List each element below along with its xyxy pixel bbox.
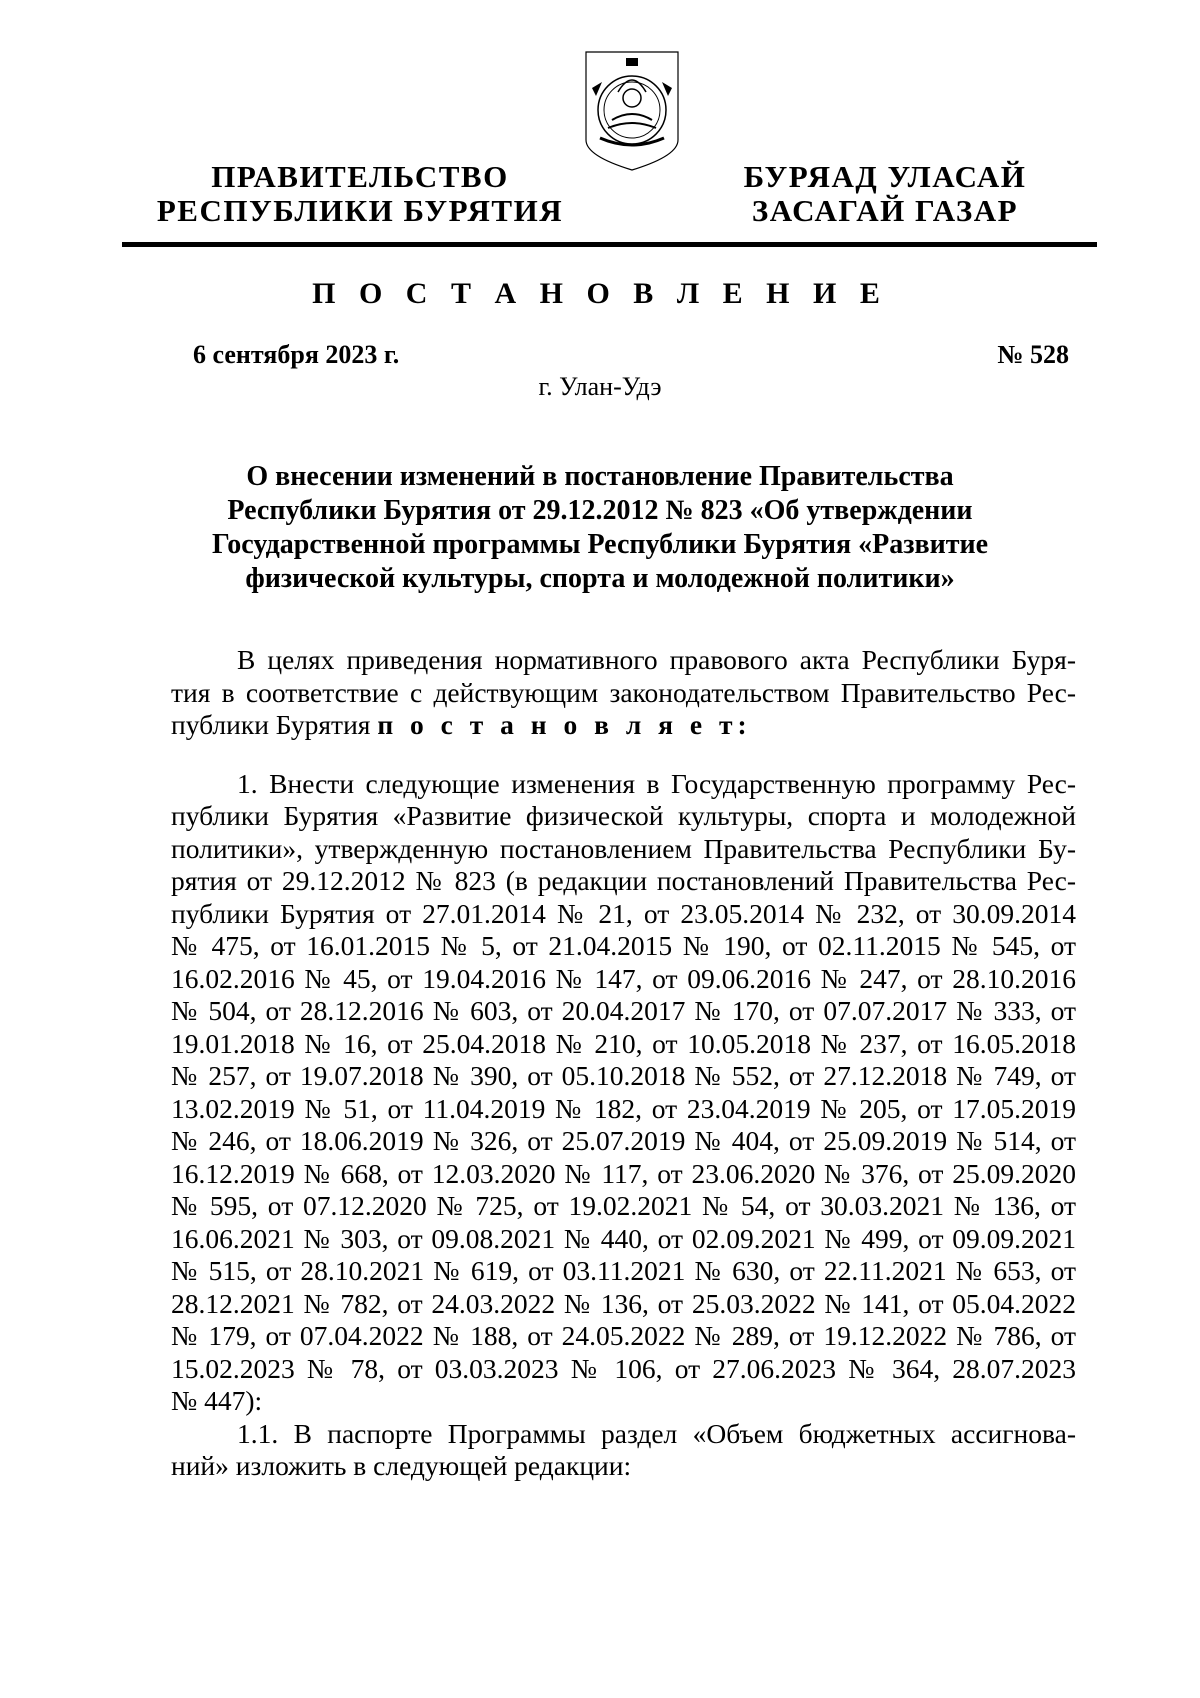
header-left [150,160,570,228]
text-line: ний» изложить в следующей редакции: [171,1450,632,1481]
text-line: № 595, от 07.12.2020 № 725, от 19.02.2021 № 54, от 30.03.2021 № 136, от [171,1190,1076,1221]
text-line: 16.12.2019 № 668, от 12.03.2020 № 117, от 23.06.2020 № 376, от 25.09.2020 [171,1157,1076,1189]
document-type: П О С Т А Н О В Л Е Н И Е [312,277,888,310]
coat-of-arms-icon [582,48,682,174]
text-line: публики Бурятия от 27.01.2014 № 21, от 23.05.2014 № 232, от 30.09.2014 [171,897,1076,929]
text-line: № 515, от 28.10.2021 № 619, от 03.11.2021 № 630, от 22.11.2021 № 653, от [171,1255,1076,1286]
text-line: 28.12.2021 № 782, от 24.03.2022 № 136, от 25.03.2022 № 141, от 05.04.2022 [171,1287,1076,1319]
text-line: рятия от 29.12.2012 № 823 (в редакции постановлений Правительства Рес- [171,865,1076,896]
paragraph-item-1-1 [171,1418,1076,1483]
text-line: 13.02.2019 № 51, от 11.04.2019 № 182, от 23.04.2019 № 205, от 17.05.2019 [171,1092,1076,1124]
resolves-word: п о с т а н о в л я е т: [377,709,752,740]
text-line: В целях приведения нормативного правового акта Республики Буря- [237,644,1076,675]
paragraph-preamble [171,644,1076,742]
document-number: № 528 [997,340,1069,369]
text-line: публики Бурятия «Развитие физической культуры, спорта и молодежной [171,800,1076,831]
title-line: О внесении изменений в постановление Правительства [246,461,954,492]
text-fragment: публики Бурятия [171,709,378,740]
document-date: 6 сентября 2023 г. [193,340,400,369]
document-city: г. Улан-Удэ [538,372,662,401]
text-line: № 504, от 28.12.2016 № 603, от 20.04.2017 № 170, от 07.07.2017 № 333, от [171,995,1076,1026]
text-line: 16.02.2016 № 45, от 19.04.2016 № 147, от 09.06.2016 № 247, от 28.10.2016 [171,962,1076,994]
header-right-line-2: ЗАСАГАЙ ГАЗАР [751,193,1019,228]
text-line: № 179, от 07.04.2022 № 188, от 24.05.2022 № 289, от 19.12.2022 № 786, от [171,1320,1076,1351]
document-title [200,460,1000,596]
text-line: № 246, от 18.06.2019 № 326, от 25.07.2019 № 404, от 25.09.2019 № 514, от [171,1125,1076,1156]
text-line: 19.01.2018 № 16, от 25.04.2018 № 210, от 10.05.2018 № 237, от 16.05.2018 [171,1027,1076,1059]
header-right-line-1: БУРЯАД УЛАСАЙ [743,159,1027,194]
title-line: Республики Бурятия от 29.12.2012 № 823 «Об утверждении [227,495,973,526]
title-line: физической культуры, спорта и молодежной политики» [245,563,955,594]
text-line: 1. Внести следующие изменения в Государственную программу Рес- [237,767,1076,799]
text-line: № 257, от 19.07.2018 № 390, от 05.10.2018 № 552, от 27.12.2018 № 749, от [171,1060,1076,1091]
header-left-line-1: ПРАВИТЕЛЬСТВО [211,159,509,194]
text-line: 15.02.2023 № 78, от 03.03.2023 № 106, от 27.06.2023 № 364, 28.07.2023 [171,1352,1076,1384]
paragraph-item-1 [171,768,1076,1418]
text-line: политики», утвержденную постановлением Правительства Республики Бу- [171,832,1076,864]
text-line: 16.06.2021 № 303, от 09.08.2021 № 440, от 02.09.2021 № 499, от 09.09.2021 [171,1222,1076,1254]
header-left-line-2: РЕСПУБЛИКИ БУРЯТИЯ [156,193,564,228]
header-right [725,160,1045,228]
header-divider [122,242,1097,247]
title-line: Государственной программы Республики Бурятия «Развитие [211,529,989,560]
document-body [171,644,1076,1483]
text-line [171,709,1076,742]
text-line: № 447): [171,1385,263,1416]
text-line: № 475, от 16.01.2015 № 5, от 21.04.2015 № 190, от 02.11.2015 № 545, от [171,930,1076,961]
text-line: 1.1. В паспорте Программы раздел «Объем бюджетных ассигнова- [237,1417,1076,1449]
text-line: тия в соответствие с действующим законодательством Правительство Рес- [171,676,1076,708]
